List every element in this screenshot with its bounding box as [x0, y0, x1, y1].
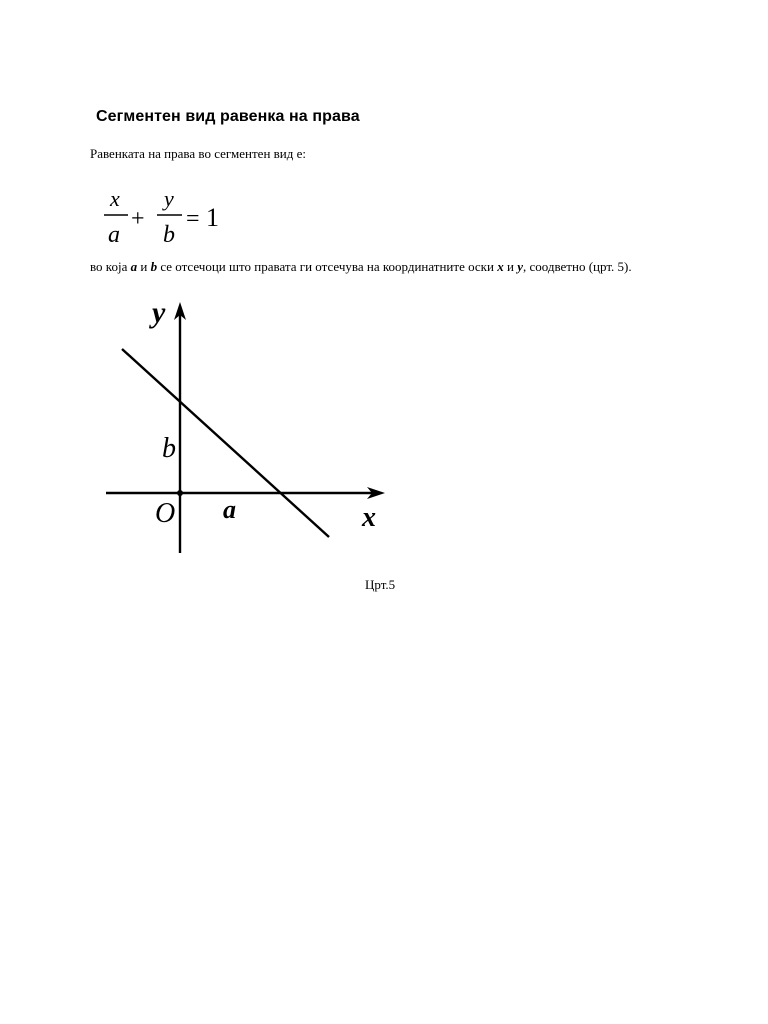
formula-numerator-x: x: [110, 186, 120, 211]
paragraph-text-2: и: [137, 259, 151, 274]
explanation-paragraph: [90, 259, 710, 275]
paragraph-text-1: во која: [90, 259, 131, 274]
figure-label-y: y: [152, 300, 166, 329]
intro-text: Равенката на права во сегментен вид е:: [90, 146, 307, 161]
paragraph-text-4: и: [503, 259, 518, 274]
paragraph-var-x: x: [497, 259, 504, 274]
figure-label-origin: O: [155, 498, 176, 529]
formula-numerator-y: y: [164, 186, 174, 211]
formula-plus: +: [131, 206, 145, 232]
formula-equals: =: [186, 206, 200, 232]
paragraph-text-3: се отсечоци што правата ги отсечува на координатните оски: [157, 259, 498, 274]
section-heading: Сегментен вид равенка на права: [96, 108, 360, 125]
paragraph-var-y: y: [517, 259, 523, 274]
formula-rhs-one: 1: [206, 203, 219, 232]
paragraph-text-5: , соодветно (црт. 5).: [522, 259, 632, 274]
figure-label-a: a: [223, 495, 236, 524]
paragraph-var-a: a: [130, 259, 138, 274]
figure-label-x: x: [362, 502, 376, 533]
intercept-line-figure: [100, 300, 400, 555]
origin-point: [177, 490, 183, 496]
segment-equation-formula: [100, 186, 240, 256]
formula-denominator-a: a: [108, 222, 120, 248]
figure-label-b: b: [162, 433, 176, 464]
formula-denominator-b: b: [163, 222, 175, 248]
paragraph-var-b: b: [150, 259, 158, 274]
figure-caption: Црт.5: [365, 577, 396, 592]
